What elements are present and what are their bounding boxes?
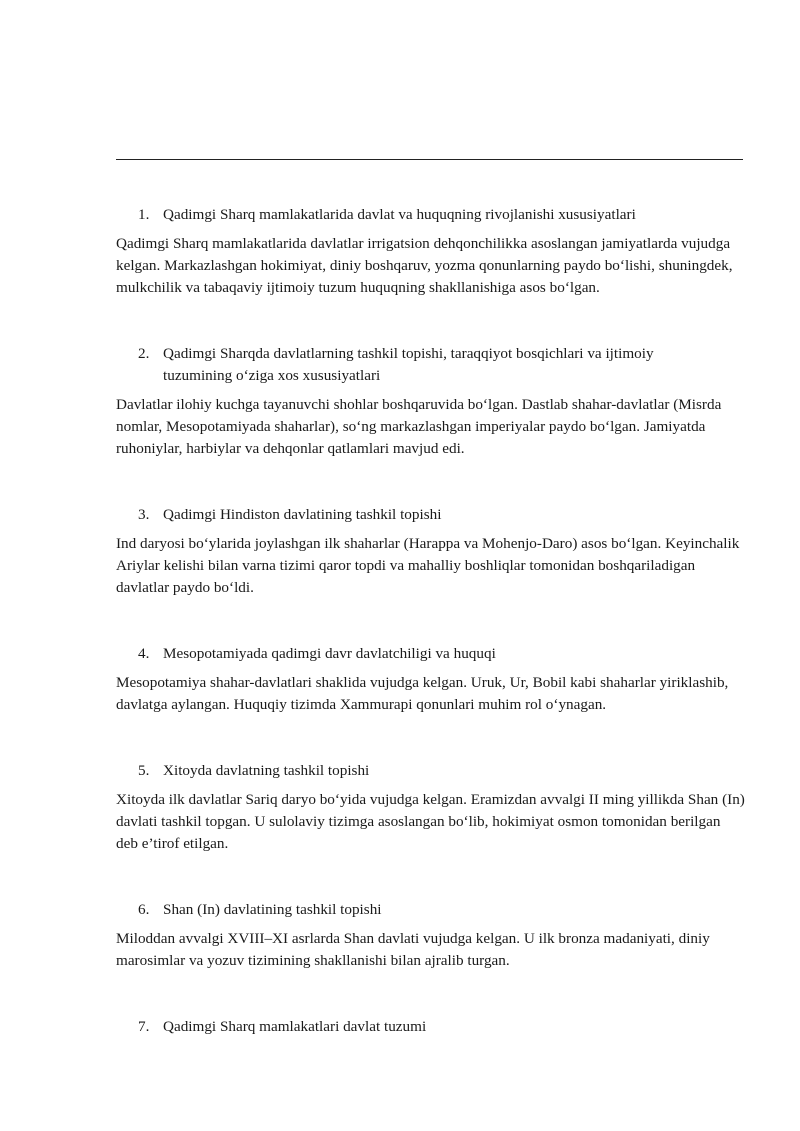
heading-text: Xitoyda davlatning tashkil topishi [163,762,370,779]
list-number: 3. [138,506,150,523]
list-number: 5. [138,762,150,779]
list-number: 7. [138,1018,150,1035]
section-7 [116,1016,746,1038]
section-heading [116,343,746,387]
heading-text: Qadimgi Sharq mamlakatlari davlat tuzumi [163,1018,427,1035]
section-5 [116,760,746,855]
heading-text: Shan (In) davlatining tashkil topishi [163,901,382,918]
list-number: 4. [138,645,150,662]
heading-text: Qadimgi Hindiston davlatining tashkil topishi [163,506,442,523]
section-paragraph: Miloddan avvalgi XVIII–XI asrlarda Shan davlati vujudga kelgan. U ilk bronza madaniyati, diniy marosimlar va yozuv tizimining shakllanishi bilan ajralib turgan. [116,930,710,969]
heading-text: Qadimgi Sharq mamlakatlarida davlat va huquqning rivojlanishi xususiyatlari [163,206,636,223]
section-heading [116,643,746,665]
section-paragraph: Qadimgi Sharq mamlakatlarida davlatlar irrigatsion dehqonchilikka asoslangan jamiyatlarda vujudga kelgan. Markazlashgan hokimiyat, diniy boshqaruv, yozma qonunlarning paydo bo‘lishi, shuningdek, mulkchilik va tabaqaviy ijtimoiy tuzum huquqning shakllanishiga asos bo‘lgan. [116,235,733,296]
section-heading [116,1016,746,1038]
section-paragraph: Xitoyda ilk davlatlar Sariq daryo bo‘yida vujudga kelgan. Eramizdan avvalgi II ming yillikda Shan (In) davlati tashkil topgan. U sulolaviy tizimga asoslangan bo‘lib, hokimiyat osmon tomonidan berilgan deb e’tirof etilgan. [116,791,745,852]
section-paragraph: Mesopotamiya shahar-davlatlari shaklida vujudga kelgan. Uruk, Ur, Bobil kabi shaharlar yiriklashib, davlatga aylangan. Huquqiy tizimda Xammurapi qonunlari muhim rol o‘ynagan. [116,674,729,713]
section-paragraph: Ind daryosi bo‘ylarida joylashgan ilk shaharlar (Harappa va Mohenjo-Daro) asos bo‘lgan. Keyinchalik Ariylar kelishi bilan varna tizimi qaror topdi va mahalliy boshliqlar tomonidan boshqariladigan davlatlar paydo bo‘ldi. [116,535,740,596]
section-1 [116,204,746,299]
list-number: 6. [138,901,150,918]
section-paragraph: Davlatlar ilohiy kuchga tayanuvchi shohlar boshqaruvida bo‘lgan. Dastlab shahar-davlatlar (Misrda nomlar, Mesopotamiyada shaharlar), so‘ng markazlashgan imperiyalar paydo bo‘lgan. Jamiyatda ruhoniylar, harbiylar va dehqonlar qatlamlari mavjud edi. [116,396,722,457]
document-body [116,204,746,1045]
list-number: 1. [138,206,150,223]
section-heading [116,504,746,526]
section-2 [116,343,746,460]
section-heading [116,899,746,921]
list-number: 2. [138,345,150,362]
horizontal-rule [116,159,743,160]
heading-text: Qadimgi Sharqda davlatlarning tashkil topishi, taraqqiyot bosqichlari va ijtimoiy tuzumining o‘ziga xos xususiyatlari [163,345,654,384]
section-3 [116,504,746,599]
section-4 [116,643,746,716]
section-heading [116,204,746,226]
section-heading [116,760,746,782]
heading-text: Mesopotamiyada qadimgi davr davlatchiligi va huquqi [163,645,496,662]
section-6 [116,899,746,972]
